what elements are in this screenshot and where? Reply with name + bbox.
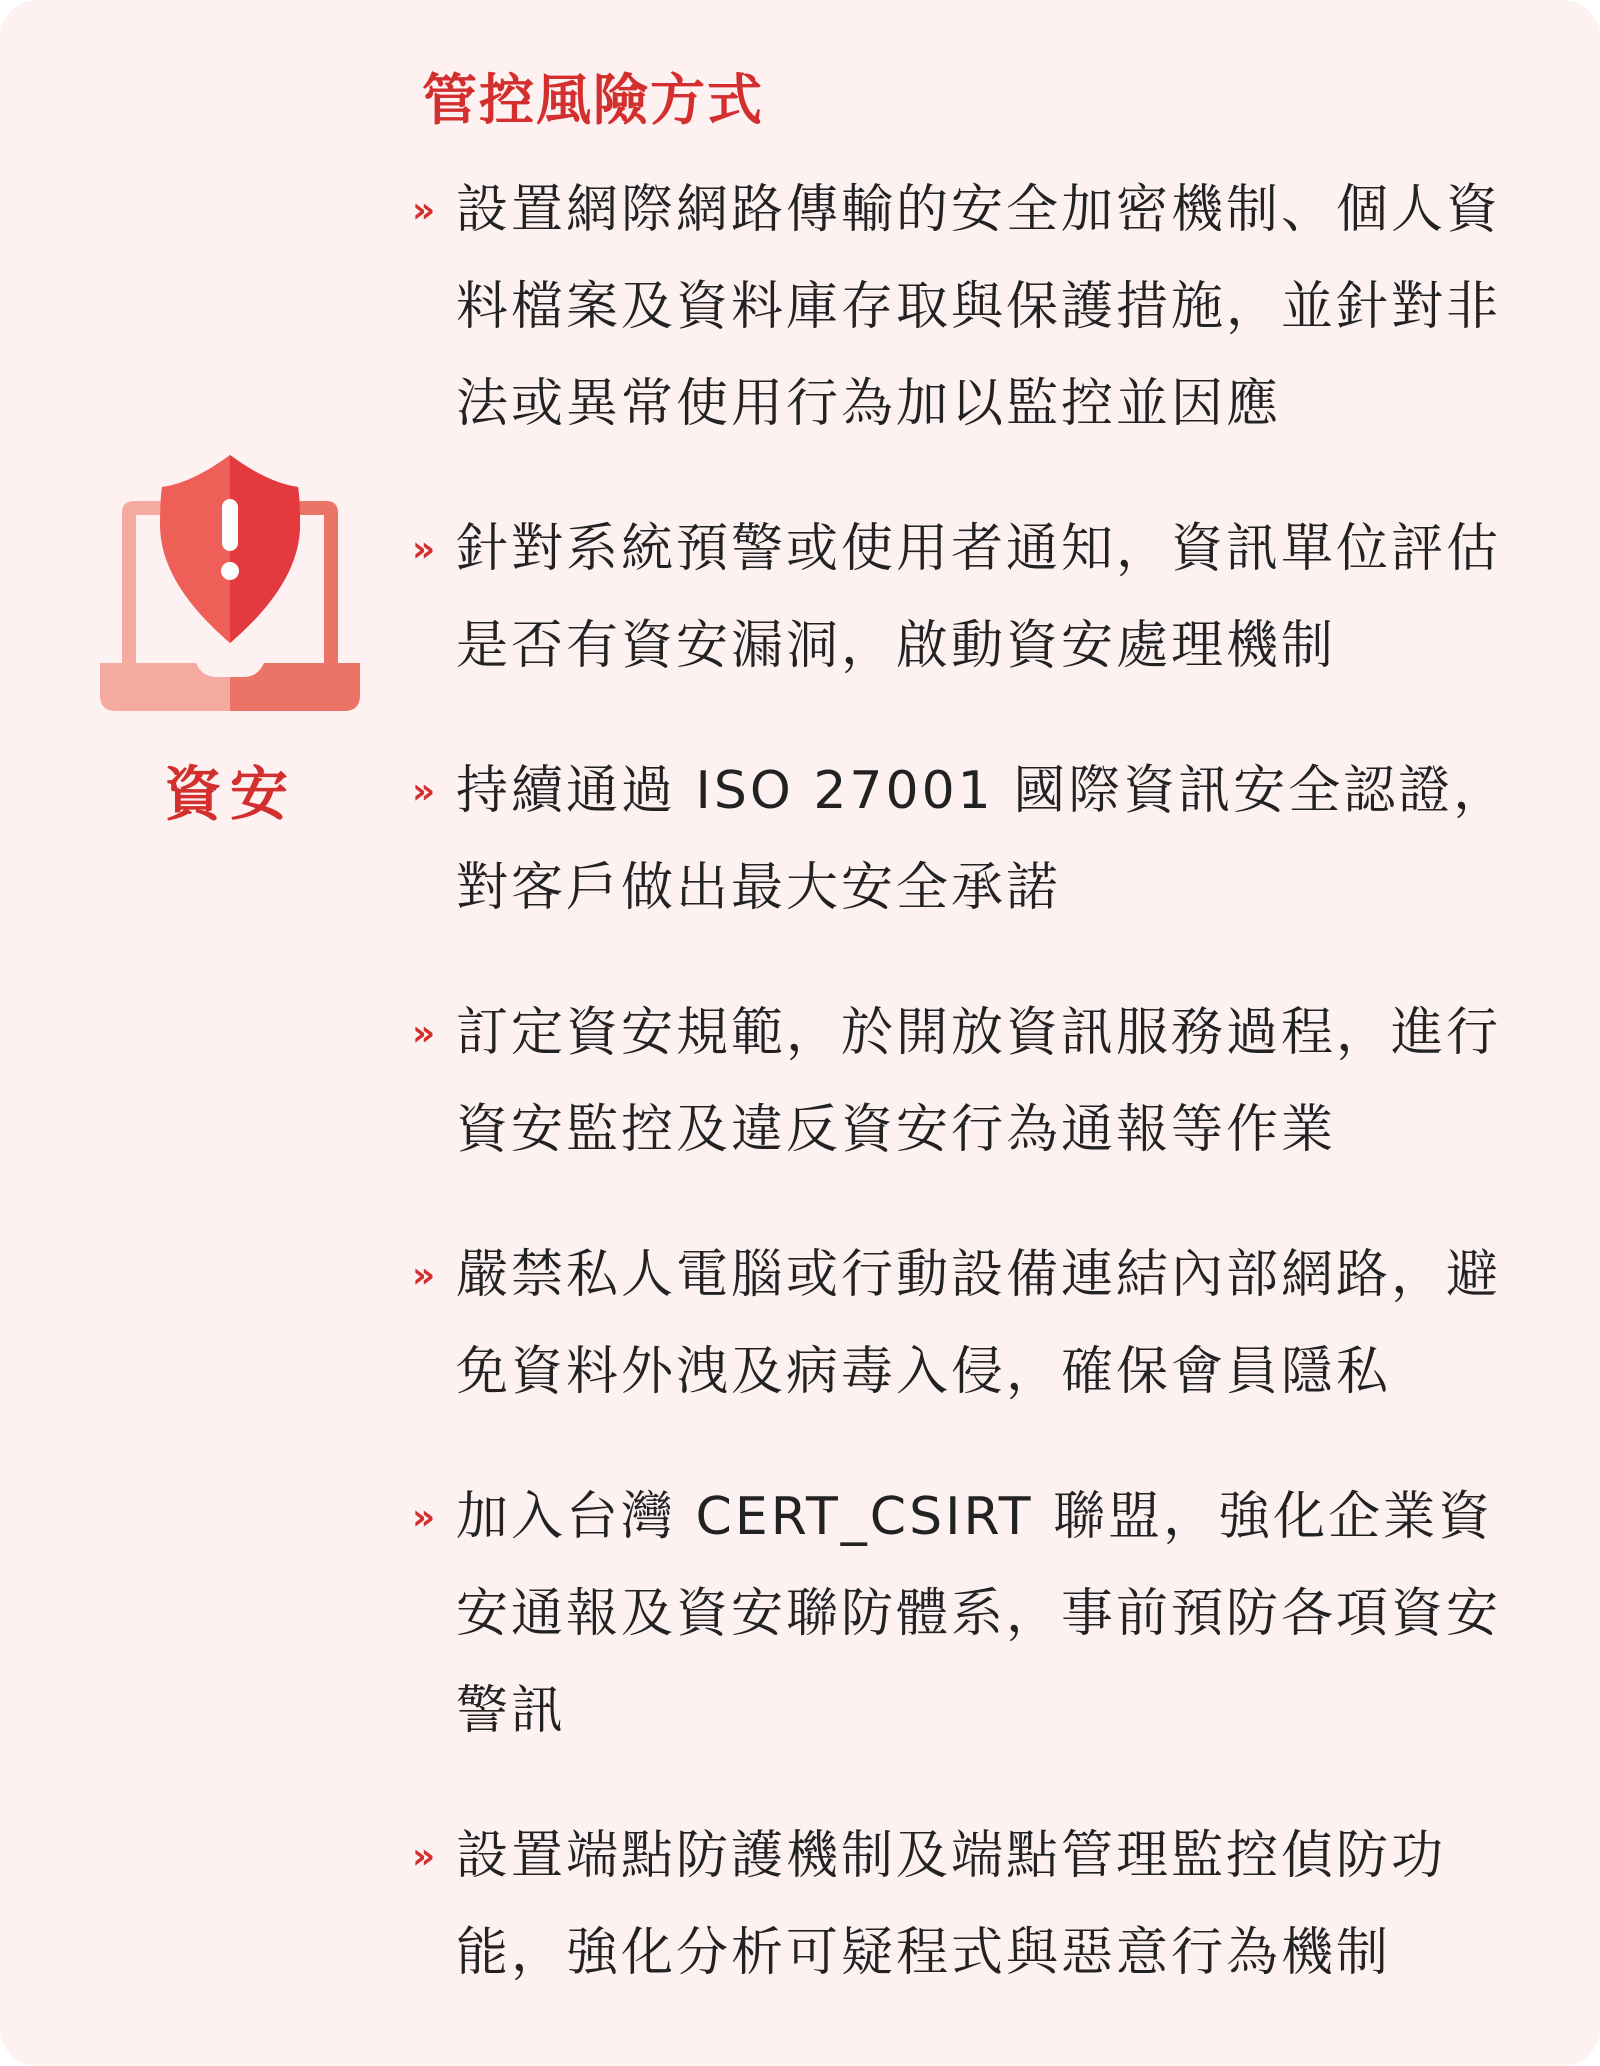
bullet-icon: » bbox=[412, 1497, 436, 1538]
list-item-text: 嚴禁私人電腦或行動設備連結內部網路，避免資料外洩及病毒入侵，確保會員隱私 bbox=[456, 1245, 1502, 1402]
list-item bbox=[410, 501, 1540, 695]
bullet-icon: » bbox=[412, 771, 436, 812]
list-item-text: 設置端點防護機制及端點管理監控偵防功能，強化分析可疑程式與惡意行為機制 bbox=[456, 1826, 1447, 1983]
bullet-icon: » bbox=[412, 529, 436, 570]
topic-column bbox=[90, 455, 370, 830]
list-item-text: 持續通過 ISO 27001 國際資訊安全認證，對客戶做出最大安全承諾 bbox=[456, 761, 1509, 918]
list-item bbox=[410, 743, 1540, 937]
topic-label: 資安 bbox=[163, 760, 296, 828]
list-item-text: 加入台灣 CERT_CSIRT 聯盟，強化企業資安通報及資安聯防體系，事前預防各項資安警訊 bbox=[456, 1487, 1502, 1741]
bullet-icon: » bbox=[412, 190, 436, 231]
bullet-icon: » bbox=[412, 1013, 436, 1054]
list-item bbox=[410, 985, 1540, 1179]
list-item-text: 針對系統預警或使用者通知，資訊單位評估是否有資安漏洞，啟動資安處理機制 bbox=[456, 519, 1502, 676]
risk-control-section bbox=[410, 60, 1540, 2002]
shield-warning-laptop-icon bbox=[100, 455, 360, 720]
list-item-text: 設置網際網路傳輸的安全加密機制、個人資料檔案及資料庫存取與保護措施，並針對非法或異常使用行為加以監控並因應 bbox=[456, 180, 1502, 434]
bullet-icon: » bbox=[412, 1255, 436, 1296]
list-item bbox=[410, 162, 1540, 453]
list-item bbox=[410, 1469, 1540, 1760]
list-item bbox=[410, 1227, 1540, 1421]
section-title: 管控風險方式 bbox=[422, 68, 765, 132]
list-item-text: 訂定資安規範，於開放資訊服務過程，進行資安監控及違反資安行為通報等作業 bbox=[456, 1003, 1502, 1160]
bullet-icon: » bbox=[412, 1836, 436, 1877]
measure-list bbox=[410, 162, 1540, 2002]
list-item bbox=[410, 1808, 1540, 2002]
